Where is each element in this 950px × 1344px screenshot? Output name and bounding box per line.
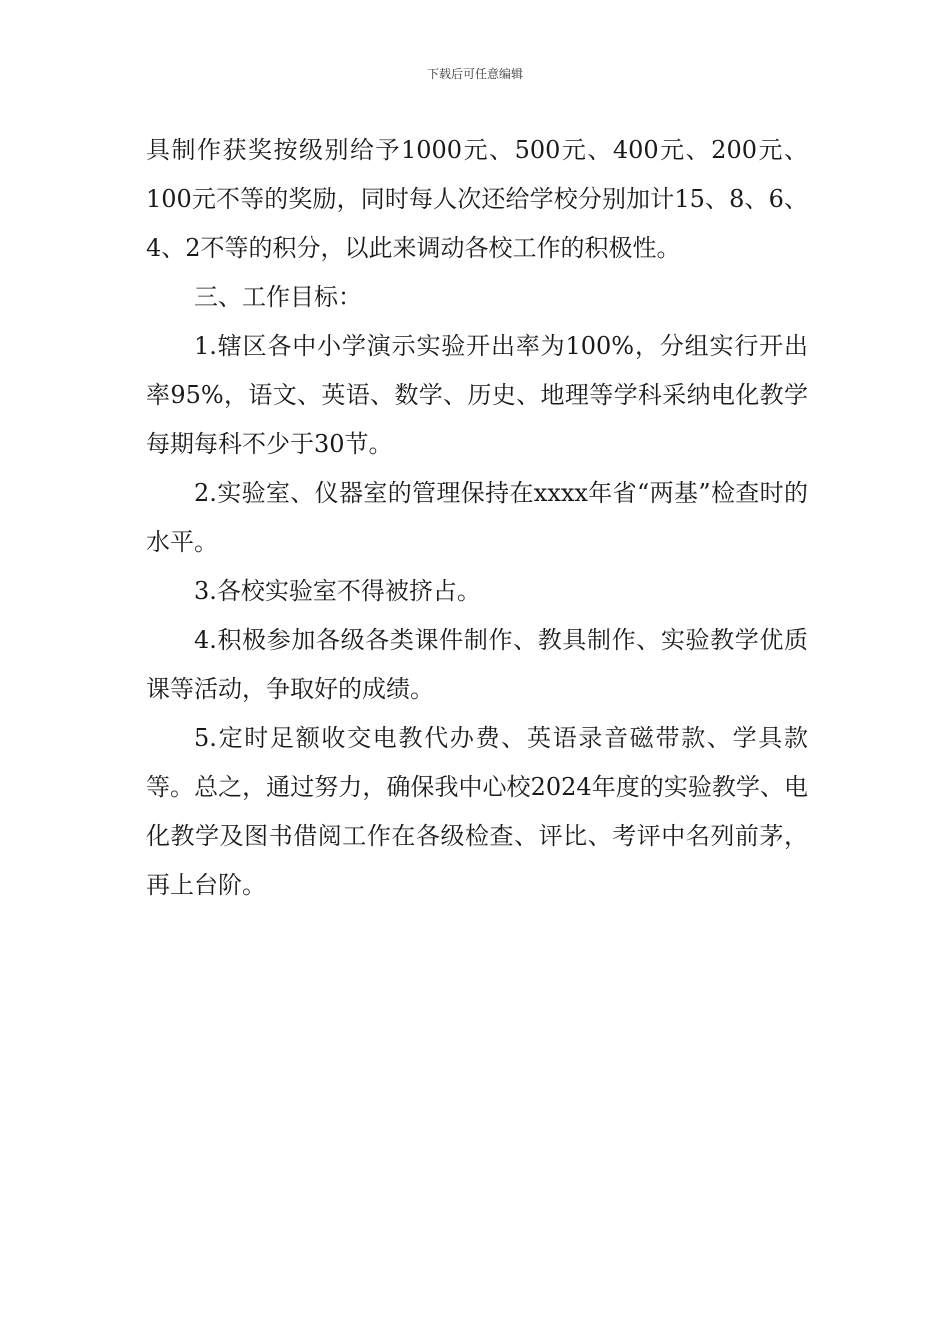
goal-item-5: 5.定时足额收交电教代办费、英语录音磁带款、学具款等。总之，通过努力，确保我中心校2024年度的实验教学、电化教学及图书借阅工作在各级检查、评比、考评中名列前茅，再上台阶。: [146, 724, 808, 899]
goal-item-3: 3.各校实验室不得被挤占。: [194, 577, 481, 605]
section-heading-work-goals: 三、工作目标：: [194, 283, 362, 311]
paragraph-continuation: 具制作获奖按级别给予1000元、500元、400元、200元、100元不等的奖励，同时每人次还给学校分别加计15、8、6、4、2不等的积分，以此来调动各校工作的积极性。: [146, 136, 808, 262]
goal-item-1: 1.辖区各中小学演示实验开出率为100%，分组实行开出率95%，语文、英语、数学、历史、地理等学科采纳电化教学每期每科不少于30节。: [146, 332, 808, 458]
page-header-note: 下载后可任意编辑: [426, 67, 523, 81]
document-body: [146, 126, 808, 910]
goal-item-4: 4.积极参加各级各类课件制作、教具制作、实验教学优质课等活动，争取好的成绩。: [146, 626, 808, 703]
goal-item-2: 2.实验室、仪器室的管理保持在xxxx年省“两基”检查时的水平。: [146, 479, 808, 556]
